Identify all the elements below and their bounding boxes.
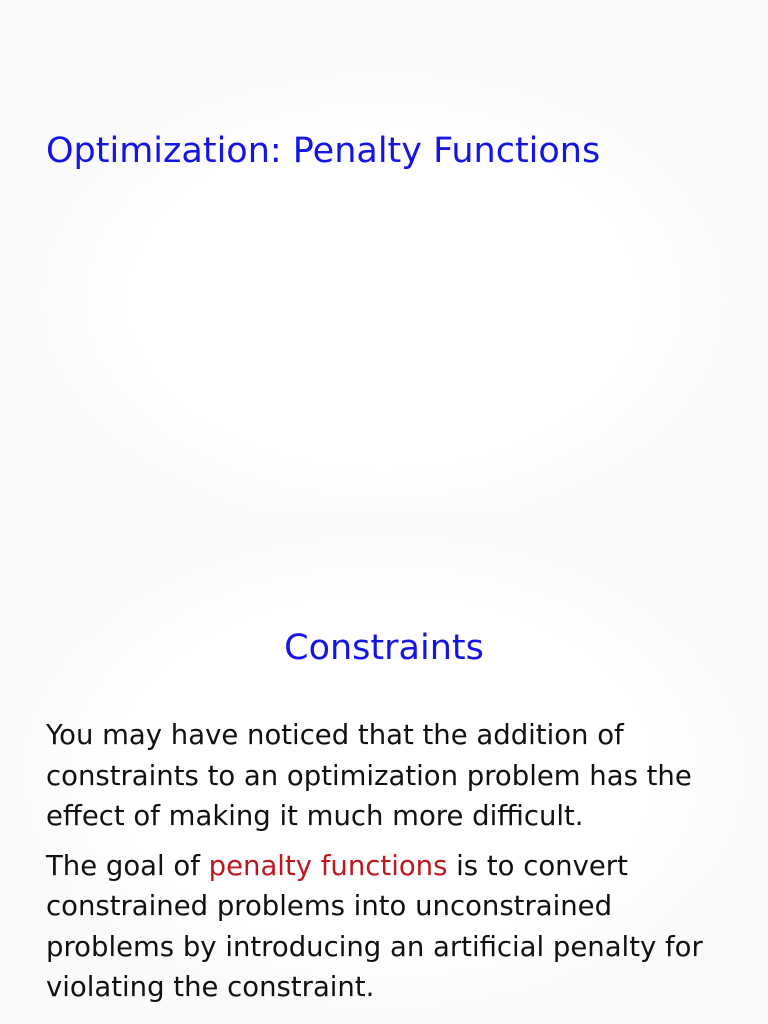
constraints-slide [0, 512, 768, 1024]
slide-heading: Constraints [284, 628, 484, 668]
highlighted-term: penalty functions [208, 849, 448, 882]
slide-title: Optimization: Penalty Functions [46, 131, 601, 171]
slide-body [46, 715, 736, 1017]
paragraph-constraints-difficulty: You may have noticed that the addition of constraints to an optimization problem has the effect of making it much more difficult. [46, 719, 692, 832]
paragraph-trailing-text: is to convert constrained problems into unconstrained problems by introducing an artificial penalty for violating the constraint. [46, 849, 703, 1003]
paragraph-lead-text: The goal of [46, 849, 209, 882]
paragraph-penalty-goal [46, 846, 736, 1008]
